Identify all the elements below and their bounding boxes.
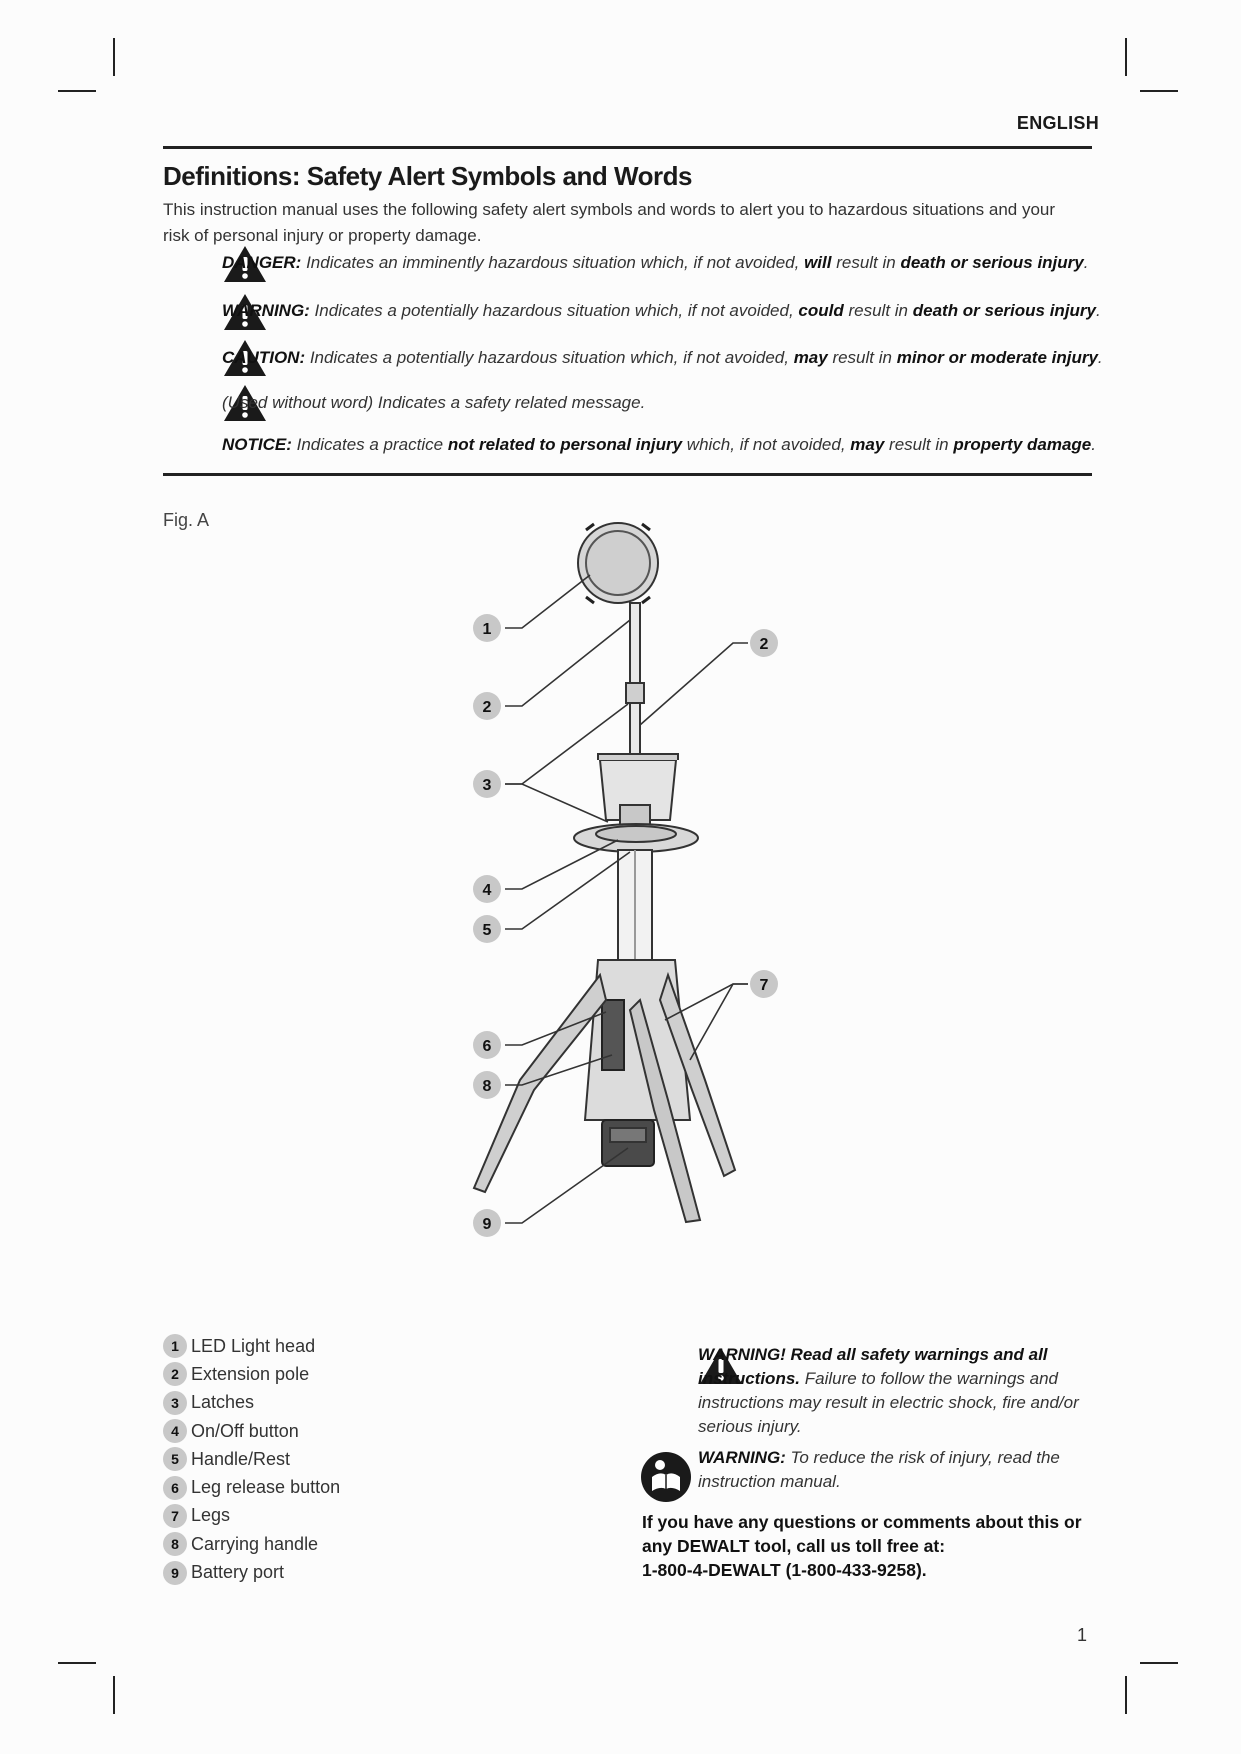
legend-number: 5 [163, 1447, 187, 1471]
warning-bold: WARNING! Read all safety warnings and all instructions. [698, 1345, 1048, 1388]
contact-info [642, 1510, 1092, 1582]
symbol-definition: (Used without word) Indicates a safety related message. [222, 393, 646, 412]
svg-text:7: 7 [759, 977, 769, 994]
callout-2b [750, 629, 778, 657]
warning-bold: WARNING: [698, 1448, 786, 1467]
def-text: result in [884, 435, 954, 454]
def-text: . [1091, 435, 1096, 454]
notice-word: NOTICE: [222, 435, 292, 454]
legend-label: Carrying handle [191, 1533, 319, 1554]
legend-number: 3 [163, 1391, 187, 1415]
legend-number: 9 [163, 1561, 187, 1585]
callout-6 [473, 1031, 501, 1059]
def-strong: property damage [953, 435, 1092, 454]
read-all-warning [698, 1343, 1088, 1439]
danger-word: DANGER: [222, 253, 302, 272]
legend-item [163, 1332, 340, 1360]
read-manual-icon [640, 1451, 692, 1503]
legend-item [163, 1445, 340, 1473]
def-strong: minor or moderate injury [896, 348, 1098, 367]
def-text: Indicates a potentially hazardous situation which, if not avoided, [309, 301, 799, 320]
warning-word: WARNING: [222, 301, 310, 320]
page-number: 1 [1076, 1625, 1087, 1645]
def-strong: death or serious injury [900, 253, 1084, 272]
svg-text:6: 6 [482, 1038, 492, 1055]
svg-text:2: 2 [759, 636, 769, 653]
svg-text:1: 1 [482, 621, 492, 638]
legend-number: 7 [163, 1504, 187, 1528]
legend-item [163, 1502, 340, 1530]
intro-paragraph: This instruction manual uses the following safety alert symbols and words to alert you to hazardous situations and your risk of personal injury or property damage. [163, 200, 1056, 245]
callout-1 [473, 614, 501, 642]
callout-8 [473, 1071, 501, 1099]
svg-text:4: 4 [482, 882, 492, 899]
svg-text:9: 9 [482, 1216, 492, 1233]
svg-text:5: 5 [482, 922, 492, 939]
def-strong: may [850, 435, 885, 454]
def-text: Indicates a potentially hazardous situation which, if not avoided, [305, 348, 794, 367]
language-label: ENGLISH [1016, 113, 1099, 133]
legend-item [163, 1360, 340, 1388]
def-text: . [1096, 301, 1101, 320]
legend-label: Battery port [191, 1562, 285, 1583]
legend-label: Latches [191, 1392, 255, 1413]
legend-number: 2 [163, 1362, 187, 1386]
callout-9 [473, 1209, 501, 1237]
legend-label: Leg release button [191, 1477, 341, 1498]
legend-number: 8 [163, 1532, 187, 1556]
legend-label: Legs [191, 1505, 231, 1526]
def-text: which, if not avoided, [682, 435, 851, 454]
legend-label: LED Light head [191, 1335, 316, 1356]
callout-4 [473, 875, 501, 903]
legend-item [163, 1530, 340, 1558]
callout-7 [750, 970, 778, 998]
legend-label: Handle/Rest [191, 1448, 291, 1469]
legend-label: Extension pole [191, 1363, 310, 1384]
warning-text: To reduce the risk of injury, read the instruction manual. [698, 1448, 1060, 1491]
def-text: . [1097, 348, 1103, 367]
legend-item [163, 1473, 340, 1501]
caution-word: CAUTION: [222, 348, 306, 367]
def-strong: not related to personal injury [447, 435, 683, 454]
svg-text:8: 8 [482, 1078, 492, 1095]
legend-number: 6 [163, 1476, 187, 1500]
def-strong: could [798, 301, 844, 320]
def-strong: may [793, 348, 828, 367]
manual-warning [698, 1446, 1088, 1494]
legend-label: On/Off button [191, 1420, 299, 1441]
legend-number: 1 [163, 1334, 187, 1358]
contact-line: any DEWALT tool, call us toll free at: [642, 1536, 946, 1556]
figure-label: Fig. A [163, 510, 210, 530]
callout-2 [473, 692, 501, 720]
def-strong: will [804, 253, 832, 272]
section-title: Definitions: Safety Alert Symbols and Words [163, 161, 692, 191]
def-text: Indicates a practice [291, 435, 448, 454]
def-text: result in [843, 301, 913, 320]
def-text: result in [827, 348, 897, 367]
def-text: Indicates an imminently hazardous situation which, if not avoided, [301, 253, 805, 272]
parts-legend [163, 1332, 340, 1587]
legend-item [163, 1558, 340, 1586]
def-strong: death or serious injury [912, 301, 1096, 320]
callout-5 [473, 915, 501, 943]
legend-item [163, 1389, 340, 1417]
contact-line: If you have any questions or comments about this or [642, 1512, 1082, 1532]
legend-item [163, 1417, 340, 1445]
contact-phone: 1-800-4-DEWALT (1-800-433-9258). [642, 1560, 927, 1580]
warning-text: Failure to follow the warnings and instructions may result in electric shock, fire and/or serious injury. [698, 1369, 1079, 1436]
def-text: result in [831, 253, 901, 272]
svg-text:3: 3 [482, 777, 492, 794]
legend-number: 4 [163, 1419, 187, 1443]
def-text: . [1083, 253, 1089, 272]
svg-text:2: 2 [482, 699, 492, 716]
callout-3 [473, 770, 501, 798]
